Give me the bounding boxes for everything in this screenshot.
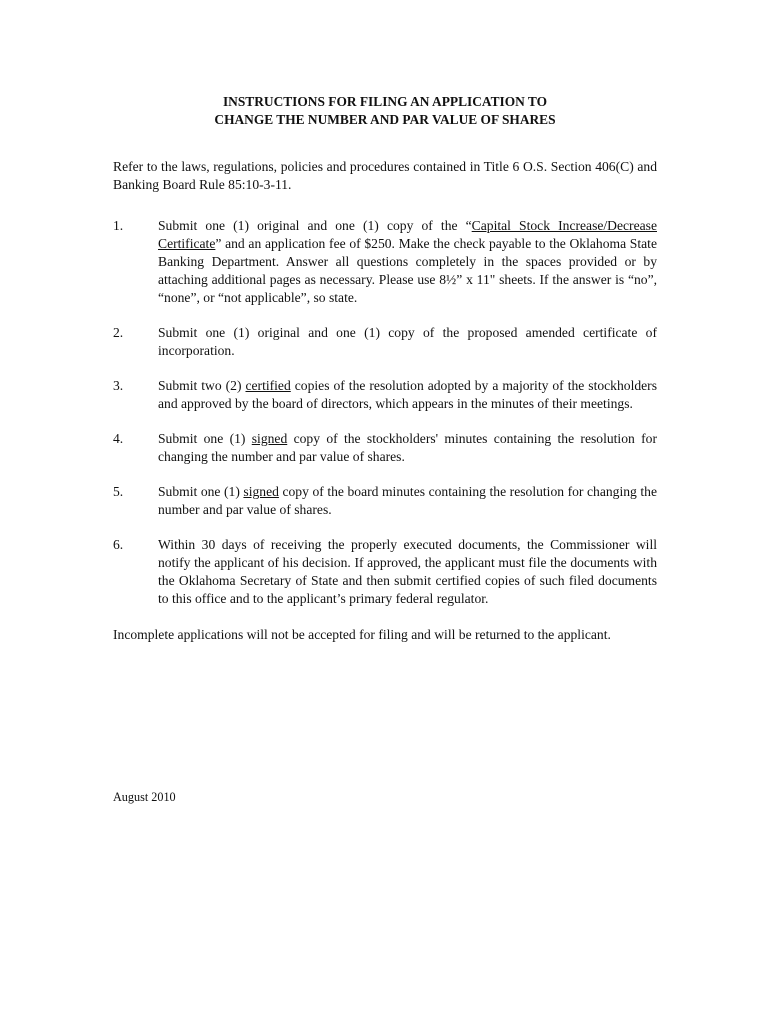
underlined-form-name: Capital Stock Increase/Decrease Certificate <box>158 218 657 251</box>
underlined-word: signed <box>243 484 279 499</box>
instruction-item-6 <box>113 536 657 608</box>
intro-paragraph: Refer to the laws, regulations, policies and procedures contained in Title 6 O.S. Section 406(C) and Banking Board Rule 85:10-3-11. <box>113 159 657 192</box>
item-number: 3. <box>113 378 124 393</box>
item-text-part: ” and an application fee of $250. Make the check payable to the Oklahoma State Banking Department. Answer all questions completely in the spaces provided or by attaching additional pages as necessary. Please use 8½” x 11" sheets. If the answer is “no”, “none”, or “not applicable”, so state. <box>158 236 657 305</box>
item-text-part: Submit one (1) original and one (1) copy of the “ <box>158 218 472 233</box>
item-number: 1. <box>113 218 124 233</box>
revision-date: August 2010 <box>113 790 176 804</box>
document-body <box>113 93 657 644</box>
item-text-part: Submit two (2) <box>158 378 246 393</box>
item-number: 4. <box>113 431 124 446</box>
item-text-part: copy of the stockholders' minutes containing the resolution for changing the number and par value of shares. <box>158 431 657 464</box>
title-line-2: CHANGE THE NUMBER AND PAR VALUE OF SHARES <box>214 112 556 127</box>
item-text <box>158 483 657 519</box>
item-text <box>158 377 657 413</box>
instruction-item-2 <box>113 324 657 360</box>
underlined-word: certified <box>245 378 291 393</box>
item-text <box>158 430 657 466</box>
underlined-word: signed <box>251 431 288 446</box>
instruction-item-4 <box>113 430 657 466</box>
item-text-part: copy of the board minutes containing the resolution for changing the number and par value of shares. <box>158 484 657 517</box>
closing-paragraph: Incomplete applications will not be accepted for filing and will be returned to the applicant. <box>113 627 611 642</box>
instruction-item-1 <box>113 217 657 307</box>
instruction-item-5 <box>113 483 657 519</box>
instructions-list <box>113 217 657 608</box>
item-text-part: copies of the resolution adopted by a majority of the stockholders and approved by the board of directors, which appears in the minutes of their meetings. <box>158 378 657 411</box>
item-text <box>158 217 657 307</box>
item-text: Within 30 days of receiving the properly executed documents, the Commissioner will notify the applicant of his decision. If approved, the applicant must file the documents with the Oklahoma Secretary of State and then submit certified copies of such filed documents to this office and to the applicant’s primary federal regulator. <box>158 537 657 606</box>
title-line-1: INSTRUCTIONS FOR FILING AN APPLICATION TO <box>222 94 548 109</box>
item-text: Submit one (1) original and one (1) copy of the proposed amended certificate of incorporation. <box>158 325 657 358</box>
instruction-item-3 <box>113 377 657 413</box>
item-text-part: Submit one (1) <box>158 431 252 446</box>
item-number: 5. <box>113 484 124 499</box>
item-number: 6. <box>113 537 124 552</box>
item-number: 2. <box>113 325 124 340</box>
document-title <box>113 93 657 129</box>
item-text-part: Submit one (1) <box>158 484 244 499</box>
